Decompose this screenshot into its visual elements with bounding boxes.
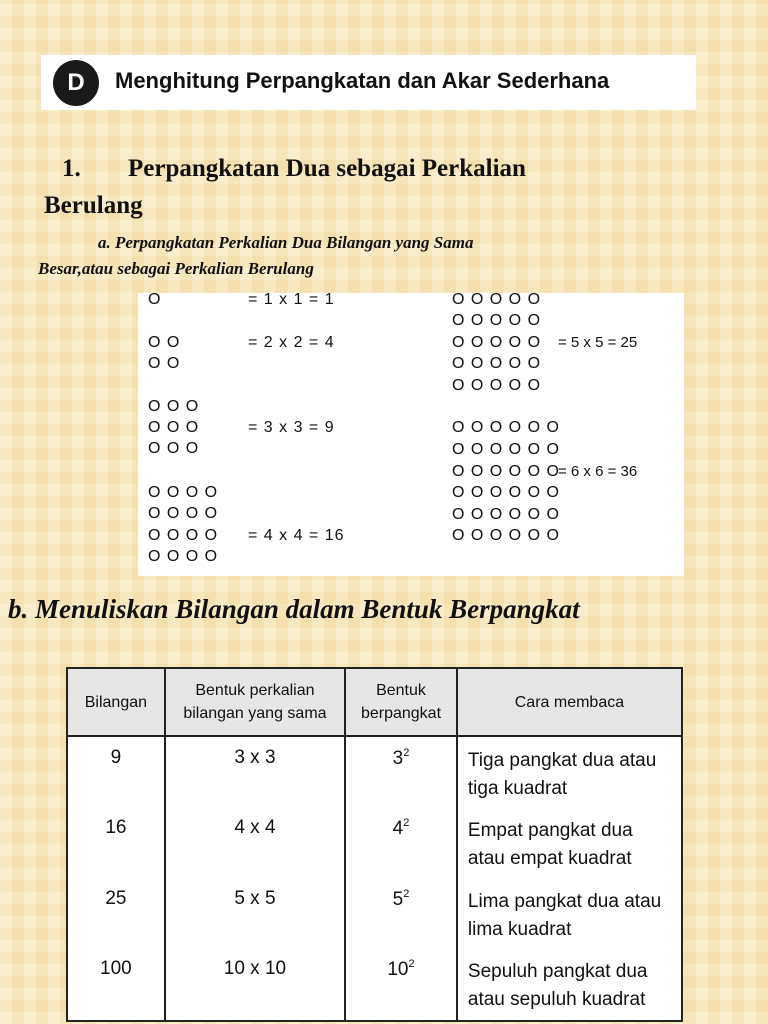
subheading-a [38, 230, 658, 282]
read-line2: tiga kuadrat [467, 778, 568, 799]
dot-row: O O O O O [452, 355, 542, 372]
dot-row: O O O O O [452, 377, 542, 394]
cell-perkalian: 10 x 10 [165, 950, 345, 1021]
table-header-row [67, 668, 682, 736]
dot-row: O O O O O O [452, 463, 560, 480]
power-exponent: 2 [403, 817, 410, 830]
dot-equation: = 3 x 3 = 9 [248, 419, 335, 436]
read-line1: Empat pangkat dua [467, 820, 633, 842]
table-row [67, 880, 682, 950]
dot-row: O O O O [148, 548, 219, 565]
cell-cara-membaca [457, 880, 682, 950]
table-row [67, 809, 682, 879]
subheading-a-line2: Besar,atau sebagai Perkalian Berulang [38, 259, 314, 278]
header-bentuk-berpangkat [345, 668, 457, 736]
dot-row: O O O O O [452, 312, 542, 329]
section-title: Menghitung Perpangkatan dan Akar Sederhana [115, 68, 610, 93]
powers-table [66, 667, 683, 1022]
cell-perkalian: 4 x 4 [165, 809, 345, 879]
dot-row: O O [148, 334, 181, 351]
power-exponent: 2 [403, 887, 410, 900]
dot-row: O O O O O [452, 334, 542, 351]
read-line2: atau sepuluh kuadrat [467, 988, 646, 1010]
power-base: 4 [392, 818, 404, 840]
read-line1: Lima pangkat dua atau [467, 890, 662, 912]
subheading-a-line1: a. Perpangkatan Perkalian Dua Bilangan yang Sama [98, 233, 474, 252]
dot-row: O O [148, 355, 181, 372]
dot-figure [138, 293, 684, 576]
cell-bilangan: 9 [67, 736, 165, 809]
cell-cara-membaca [457, 809, 682, 879]
header-bilangan: Bilangan [67, 668, 165, 736]
cell-cara-membaca [457, 736, 682, 809]
dot-equation: = 2 x 2 = 4 [248, 334, 335, 351]
cell-berpangkat [345, 880, 457, 950]
section-badge: D [53, 60, 99, 106]
dot-row: O O O O O O [452, 527, 560, 544]
header-bentuk-berpangkat-line1: Bentuk [376, 682, 426, 699]
dot-row: O O O O [148, 527, 219, 544]
read-line2: atau empat kuadrat [467, 848, 632, 870]
dot-row: O O O O O O [452, 441, 560, 458]
dot-row: O [148, 293, 162, 308]
read-line2: lima kuadrat [467, 918, 572, 940]
heading-1-title-line2: Berulang [44, 192, 143, 219]
dot-row: O O O O O O [452, 484, 560, 501]
dot-row: O O O [148, 440, 200, 457]
header-cara-membaca: Cara membaca [457, 668, 682, 736]
dot-row: O O O O [148, 505, 219, 522]
cell-cara-membaca [457, 950, 682, 1021]
heading-1-number: 1. [62, 155, 81, 182]
dot-equation: = 5 x 5 = 25 [558, 334, 638, 351]
table-row [67, 950, 682, 1021]
cell-bilangan: 100 [67, 950, 165, 1021]
power-exponent: 2 [408, 957, 415, 970]
dot-row: O O O [148, 419, 200, 436]
dot-equation: = 1 x 1 = 1 [248, 293, 335, 308]
cell-bilangan: 25 [67, 880, 165, 950]
dot-row: O O O O O O [452, 506, 560, 523]
section-header [41, 55, 696, 110]
cell-perkalian: 3 x 3 [165, 736, 345, 809]
dot-equation: = 6 x 6 = 36 [558, 463, 638, 480]
header-bentuk-perkalian [165, 668, 345, 736]
cell-berpangkat [345, 736, 457, 809]
heading-b: b. Menuliskan Bilangan dalam Bentuk Berpangkat [8, 594, 580, 624]
cell-bilangan: 16 [67, 809, 165, 879]
cell-berpangkat [345, 809, 457, 879]
dot-row: O O O [148, 398, 200, 415]
header-bentuk-berpangkat-line2: berpangkat [360, 705, 442, 722]
dot-equation: = 4 x 4 = 16 [248, 527, 345, 544]
heading-1 [44, 150, 664, 224]
table-row [67, 736, 682, 809]
read-line1: Tiga pangkat dua atau [467, 750, 657, 771]
cell-berpangkat [345, 950, 457, 1021]
header-bentuk-perkalian-line2: bilangan yang sama [183, 705, 327, 722]
dot-row: O O O O [148, 484, 219, 501]
header-bentuk-perkalian-line1: Bentuk perkalian [195, 682, 315, 699]
read-line1: Sepuluh pangkat dua [467, 960, 648, 982]
power-base: 10 [387, 958, 409, 980]
power-base: 3 [392, 748, 404, 769]
dot-row: O O O O O [452, 293, 542, 308]
cell-perkalian: 5 x 5 [165, 880, 345, 950]
power-exponent: 2 [403, 747, 410, 759]
power-base: 5 [392, 888, 404, 910]
heading-1-title-line1: Perpangkatan Dua sebagai Perkalian [128, 155, 526, 182]
dot-row: O O O O O O [452, 419, 560, 436]
